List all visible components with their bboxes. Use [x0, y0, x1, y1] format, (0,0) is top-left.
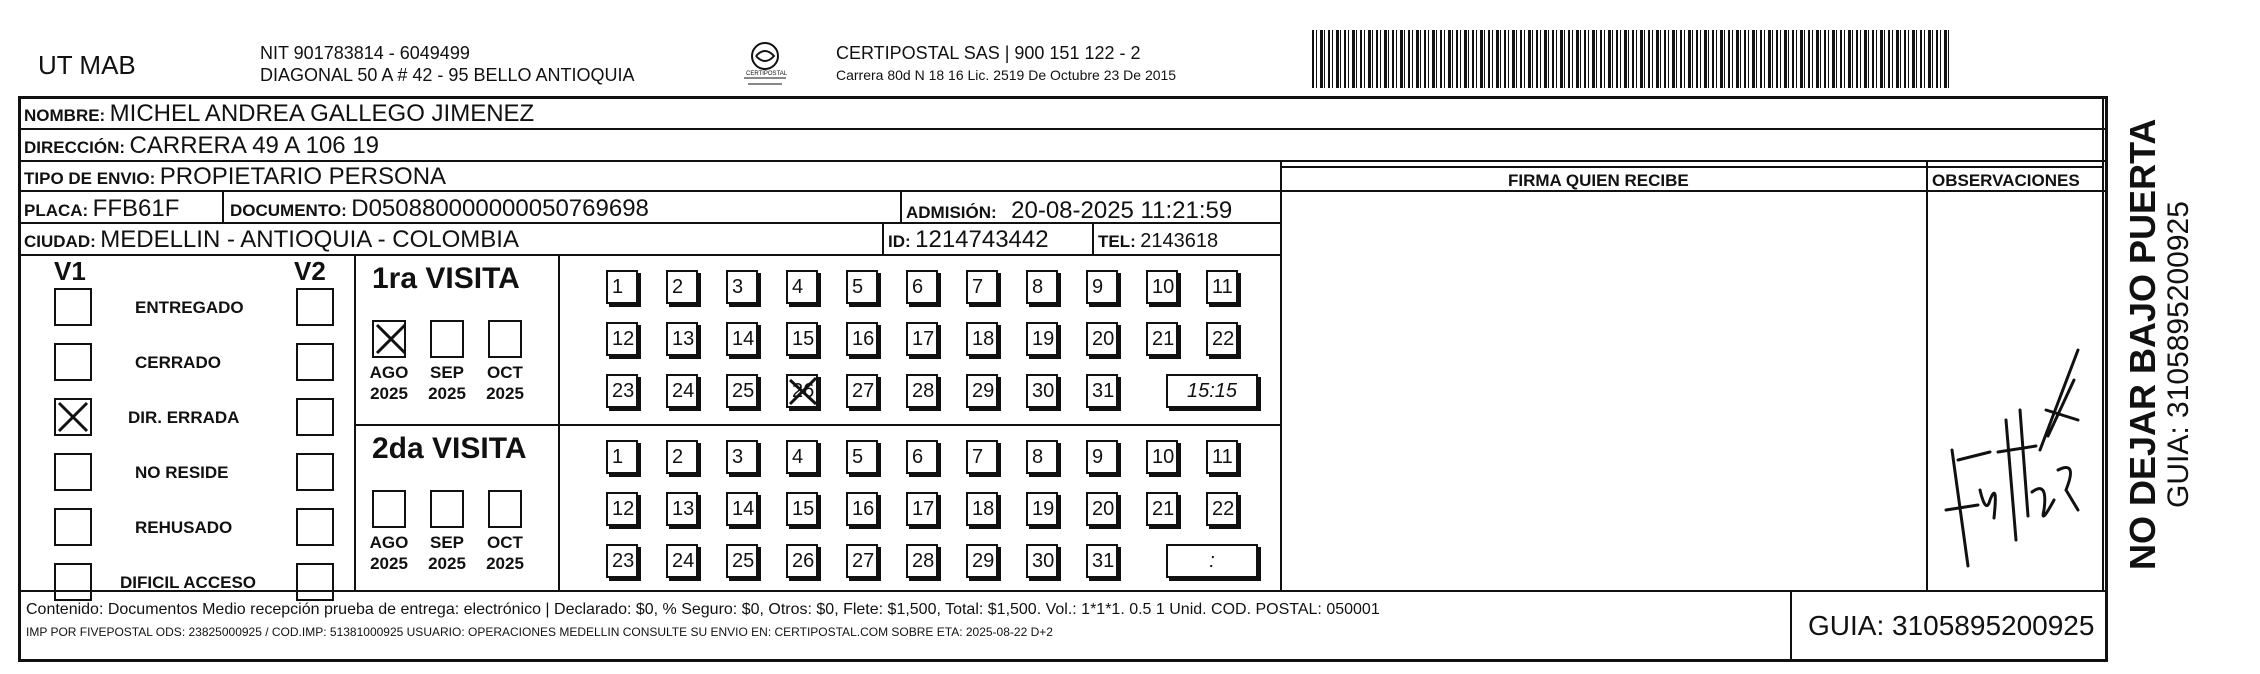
footer-guia: GUIA: 3105895200925 [1808, 610, 2095, 641]
tipo-label: TIPO DE ENVIO: [24, 169, 156, 188]
carrier-address: Carrera 80d N 18 16 Lic. 2519 De Octubre 23 De 2015 [836, 67, 1177, 83]
month-label: SEP 2025 [428, 363, 466, 403]
month-checkbox[interactable] [372, 490, 406, 528]
handwritten-observation [1928, 340, 2088, 570]
day-box[interactable]: 19 [1026, 492, 1058, 526]
v1-checkbox[interactable] [54, 453, 92, 491]
day-box[interactable]: 6 [906, 270, 938, 304]
visita2-title: 2da VISITA [372, 432, 527, 465]
nombre-value: MICHEL ANDREA GALLEGO JIMENEZ [109, 100, 535, 127]
side-guia: GUIA: 3105895200925 [2162, 201, 2195, 508]
status-option-label: DIFICIL ACCESO [120, 573, 257, 592]
day-box[interactable]: 10 [1146, 270, 1178, 304]
day-box[interactable]: 27 [846, 374, 878, 408]
v2-checkbox[interactable] [296, 563, 334, 601]
day-box[interactable]: 28 [906, 544, 938, 578]
direccion-value: CARRERA 49 A 106 19 [129, 132, 380, 159]
day-box[interactable]: 1 [606, 270, 638, 304]
day-box[interactable]: 13 [666, 322, 698, 356]
day-box[interactable]: 16 [846, 492, 878, 526]
firma-header: FIRMA QUIEN RECIBE [1508, 171, 1689, 190]
v1-checkbox[interactable] [54, 288, 92, 326]
day-box[interactable]: 18 [966, 322, 998, 356]
day-box[interactable]: 31 [1086, 374, 1118, 408]
v2-checkbox[interactable] [296, 343, 334, 381]
v2-checkbox[interactable] [296, 288, 334, 326]
day-box[interactable]: 20 [1086, 322, 1118, 356]
day-box[interactable]: 9 [1086, 270, 1118, 304]
day-box[interactable]: 8 [1026, 270, 1058, 304]
day-box[interactable]: 19 [1026, 322, 1058, 356]
admision-label: ADMISIÓN: [906, 203, 997, 222]
company-name: UT MAB [38, 50, 136, 80]
tipo-value: PROPIETARIO PERSONA [159, 163, 447, 190]
day-box[interactable]: 2 [666, 270, 698, 304]
day-box[interactable]: 5 [846, 270, 878, 304]
month-checkbox[interactable] [430, 320, 464, 358]
v2-checkbox[interactable] [296, 398, 334, 436]
month-checkbox[interactable] [372, 320, 406, 358]
day-box[interactable]: 7 [966, 270, 998, 304]
v1-checkbox[interactable] [54, 563, 92, 601]
time-box[interactable]: 15:15 [1166, 374, 1258, 408]
day-box[interactable]: 20 [1086, 492, 1118, 526]
nit-text: NIT 901783814 - 6049499 [260, 43, 470, 63]
day-box[interactable]: 25 [726, 374, 758, 408]
footer-imp: IMP POR FIVEPOSTAL ODS: 23825000925 / COD.IMP: 51381000925 USUARIO: OPERACIONES MEDELLIN CONSULTE SU ENVIO EN: CERTIPOSTAL.COM SOBRE ETA: 2025-08-22 D+2 [26, 625, 1053, 639]
day-box[interactable]: 31 [1086, 544, 1118, 578]
day-box[interactable]: 11 [1206, 270, 1238, 304]
certipostal-logo-icon [738, 40, 792, 90]
status-option-label: CERRADO [135, 353, 221, 372]
day-box[interactable]: 15 [786, 492, 818, 526]
day-box[interactable]: 5 [846, 440, 878, 474]
day-box[interactable]: 17 [906, 492, 938, 526]
day-box[interactable]: 28 [906, 374, 938, 408]
day-box[interactable]: 7 [966, 440, 998, 474]
time-box[interactable]: : [1166, 544, 1258, 578]
v2-checkbox[interactable] [296, 453, 334, 491]
logo-text: CERTIPOSTAL [746, 71, 788, 77]
day-box[interactable]: 24 [666, 374, 698, 408]
status-option-label: NO RESIDE [135, 463, 229, 482]
day-box[interactable]: 4 [786, 270, 818, 304]
day-box[interactable]: 15 [786, 322, 818, 356]
day-box[interactable]: 23 [606, 374, 638, 408]
day-box[interactable]: 29 [966, 374, 998, 408]
ciudad-value: MEDELLIN - ANTIOQUIA - COLOMBIA [100, 226, 519, 253]
day-box[interactable]: 23 [606, 544, 638, 578]
day-box[interactable]: 12 [606, 322, 638, 356]
id-label: ID: [888, 232, 911, 251]
month-label: OCT 2025 [486, 533, 524, 573]
day-box[interactable]: 21 [1146, 322, 1178, 356]
month-checkbox[interactable] [488, 320, 522, 358]
v1-checkbox[interactable] [54, 343, 92, 381]
tel-label: TEL: [1098, 232, 1136, 251]
day-box[interactable]: 17 [906, 322, 938, 356]
barcode-icon [1312, 30, 1952, 88]
v1-checkbox[interactable] [54, 508, 92, 546]
v1-label: V1 [54, 256, 86, 286]
footer-contenido: Contenido: Documentos Medio recepción prueba de entrega: electrónico | Declarado: $0, % Seguro: $0, Otros: $0, Flete: $1,500, Total: $1,500. Vol.: 1*1*1. 0.5 1 Unid. COD. POSTAL: 050001 [26, 601, 1380, 618]
month-label: AGO 2025 [369, 533, 409, 573]
day-box[interactable]: 22 [1206, 322, 1238, 356]
observaciones-header: OBSERVACIONES [1932, 171, 2080, 190]
day-box[interactable]: 13 [666, 492, 698, 526]
month-label: AGO 2025 [369, 363, 409, 403]
admision-value: 20-08-2025 11:21:59 [1011, 197, 1233, 224]
day-box[interactable]: 29 [966, 544, 998, 578]
day-box[interactable]: 2 [666, 440, 698, 474]
day-box[interactable]: 3 [726, 270, 758, 304]
visita1-title: 1ra VISITA [372, 262, 520, 295]
month-label: OCT 2025 [486, 363, 524, 403]
day-box[interactable]: 3 [726, 440, 758, 474]
tel-value: 2143618 [1140, 230, 1219, 252]
direccion-label: DIRECCIÓN: [24, 138, 126, 157]
day-box[interactable]: 18 [966, 492, 998, 526]
day-box[interactable]: 10 [1146, 440, 1178, 474]
side-no-dejar: NO DEJAR BAJO PUERTA [2122, 118, 2163, 570]
status-option-label: ENTREGADO [135, 298, 244, 317]
day-box[interactable]: 6 [906, 440, 938, 474]
day-box[interactable]: 12 [606, 492, 638, 526]
v1-checkbox[interactable] [54, 398, 92, 436]
v2-label: V2 [294, 256, 326, 286]
day-box[interactable]: 9 [1086, 440, 1118, 474]
id-value: 1214743442 [915, 226, 1049, 253]
carrier-name: CERTIPOSTAL SAS | 900 151 122 - 2 [836, 43, 1141, 63]
day-box[interactable]: 4 [786, 440, 818, 474]
day-box[interactable]: 1 [606, 440, 638, 474]
day-box[interactable]: 22 [1206, 492, 1238, 526]
day-box[interactable]: 30 [1026, 374, 1058, 408]
status-option-label: DIR. ERRADA [128, 408, 240, 427]
day-box[interactable]: 21 [1146, 492, 1178, 526]
ciudad-label: CIUDAD: [24, 232, 96, 251]
status-option-label: REHUSADO [135, 518, 233, 537]
placa-label: PLACA: [24, 201, 89, 220]
day-box[interactable]: 26 [786, 374, 818, 408]
day-box[interactable]: 24 [666, 544, 698, 578]
documento-label: DOCUMENTO: [230, 201, 347, 220]
v2-checkbox[interactable] [296, 508, 334, 546]
documento-value: D050880000000050769698 [351, 195, 649, 222]
day-box[interactable]: 8 [1026, 440, 1058, 474]
day-box[interactable]: 27 [846, 544, 878, 578]
day-box[interactable]: 14 [726, 322, 758, 356]
day-box[interactable]: 14 [726, 492, 758, 526]
nombre-label: NOMBRE: [24, 106, 106, 125]
month-checkbox[interactable] [430, 490, 464, 528]
day-box[interactable]: 26 [786, 544, 818, 578]
day-box[interactable]: 30 [1026, 544, 1058, 578]
day-box[interactable]: 25 [726, 544, 758, 578]
month-checkbox[interactable] [488, 490, 522, 528]
placa-value: FFB61F [92, 195, 180, 222]
sender-address: DIAGONAL 50 A # 42 - 95 BELLO ANTIOQUIA [260, 65, 635, 85]
day-box[interactable]: 16 [846, 322, 878, 356]
day-box[interactable]: 11 [1206, 440, 1238, 474]
month-label: SEP 2025 [428, 533, 466, 573]
